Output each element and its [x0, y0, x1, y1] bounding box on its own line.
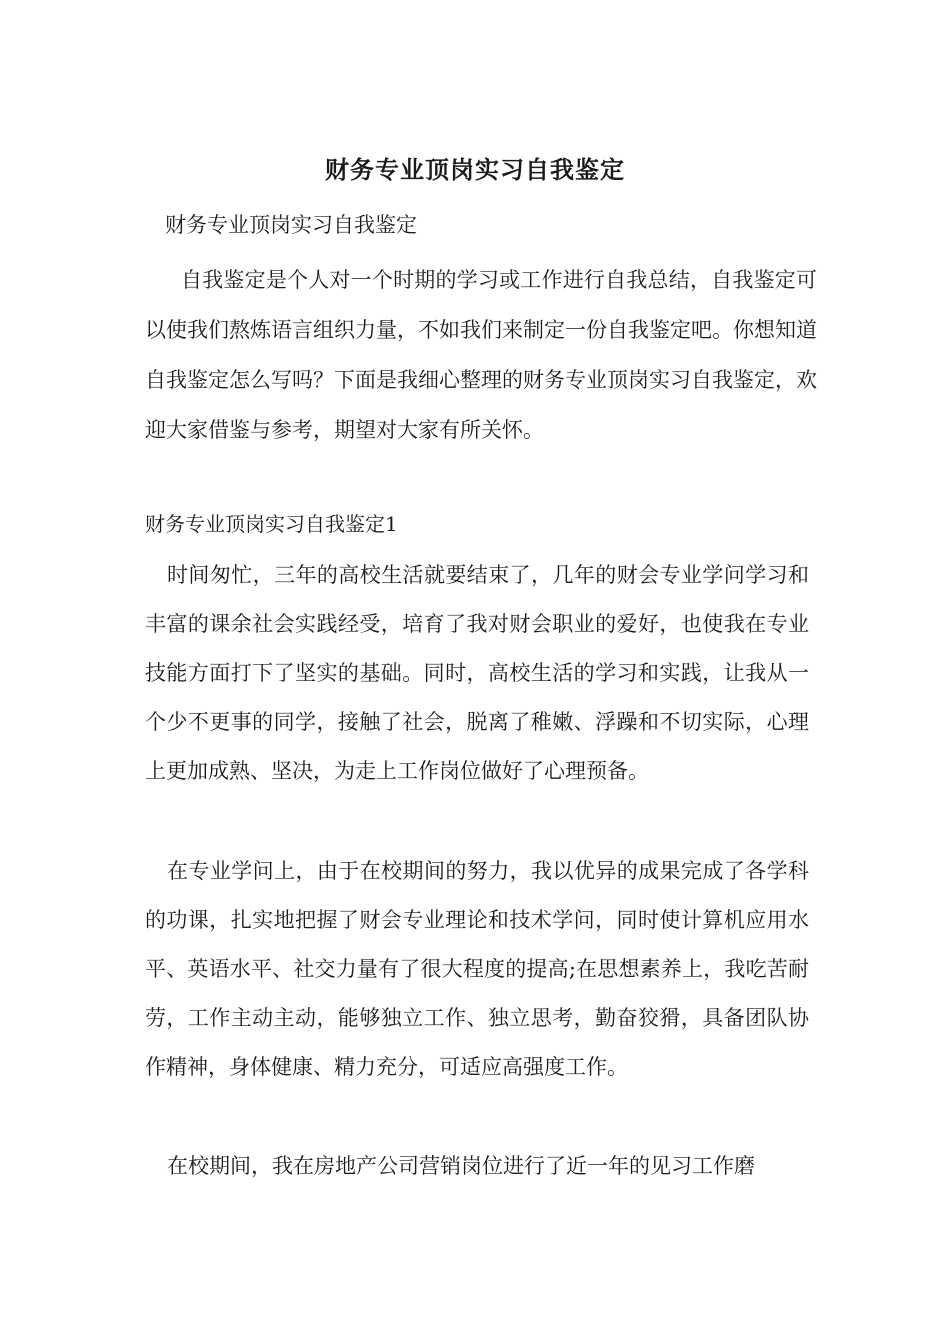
body-paragraph-3: 在校期间，我在房地产公司营销岗位进行了近一年的见习工作磨: [167, 1154, 755, 1178]
document-title: 财务专业顶岗实习自我鉴定: [325, 155, 625, 184]
body-paragraph-2: 在专业学问上，由于在校期间的努力，我以优异的成果完成了各学科的功课，扎实地把握了财会专业理论和技术学问，同时使计算机应用水平、英语水平、社交力量有了很大程度的提高;在思想素养上，我吃苦耐劳，工作主动主动，能够独立工作、独立思考，勤奋狡猾，具备团队协作精神，身体健康、精力充分，可适应高强度工作。: [145, 859, 809, 1079]
intro-paragraph: 自我鉴定是个人对一个时期的学习或工作进行自我总结，自我鉴定可以使我们熬炼语言组织力量，不如我们来制定一份自我鉴定吧。你想知道自我鉴定怎么写吗？下面是我细心整理的财务专业顶岗实习自我鉴定，欢迎大家借鉴与参考，期望对大家有所关怀。: [145, 268, 817, 442]
body-paragraph-1: 时间匆忙，三年的高校生活就要结束了，几年的财会专业学问学习和丰富的课余社会实践经受，培育了我对财会职业的爱好，也使我在专业技能方面打下了坚实的基础。同时，高校生活的学习和实践，让我从一个少不更事的同学，接触了社会，脱离了稚嫩、浮躁和不切实际，心理上更加成熟、坚决，为走上工作岗位做好了心理预备。: [145, 563, 809, 783]
document-subtitle: 财务专业顶岗实习自我鉴定: [165, 213, 417, 237]
section-heading: 财务专业顶岗实习自我鉴定1: [145, 512, 398, 536]
